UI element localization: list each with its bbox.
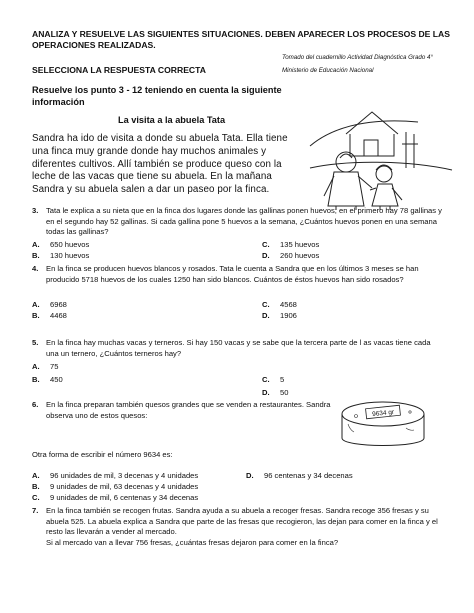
option-5c[interactable] <box>262 375 284 386</box>
story-text: Sandra ha ido de visita a donde su abuela Tata. Ella tiene una finca muy grande donde hay muchos animales y diferentes cultivos. Allí también se produce queso con la leche de las vacas que tiene su abuela. En la mañana Sandra y su abuela salen a dar un paseo por la finca. <box>32 133 288 196</box>
question-text-2: Si al mercado van a llevar 756 fresas, ¿cuántas fresas dejaron para comer en la finca? <box>46 537 339 547</box>
option-letter: D. <box>262 311 270 320</box>
option-letter: D. <box>262 251 270 260</box>
option-6d[interactable] <box>246 471 353 482</box>
option-text: 260 huevos <box>280 251 320 260</box>
question-text: En la finca también se recogen frutas. Sandra ayuda a su abuela a recoger fresas. Sandra recoge 356 fresas y su abuela 525. La abuela explica a Sandra que parte de las fresas que recogieron, las dejan para comer en la finca y el resto las llevarán a vender al mercado. <box>46 506 438 537</box>
option-text: 9 unidades de mil, 6 centenas y 34 decenas <box>50 493 199 502</box>
option-4b[interactable] <box>32 311 67 322</box>
option-letter: C. <box>262 300 270 309</box>
option-text: 1906 <box>280 311 297 320</box>
option-text: 96 centenas y 34 decenas <box>264 471 353 480</box>
cheese-weight-label: 9634 gr <box>371 408 395 419</box>
option-3c[interactable] <box>262 240 319 251</box>
option-text: 135 huevos <box>280 240 320 249</box>
grandma-girl-illustration <box>306 104 456 210</box>
option-letter: D. <box>262 388 270 397</box>
option-3a[interactable] <box>32 240 89 251</box>
cheese-illustration <box>336 394 430 456</box>
question-6 <box>32 400 342 421</box>
option-letter: C. <box>262 240 270 249</box>
option-letter: A. <box>32 471 40 480</box>
question-6-followup: Otra forma de escribir el número 9634 es: <box>32 450 173 459</box>
question-number: 5. <box>32 338 39 347</box>
question-number: 4. <box>32 264 39 273</box>
question-text: Tata le explica a su nieta que en la finca dos lugares donde las gallinas ponen huevos; en el primero hay 78 gallinas y en el segundo hay 52 gallinas. Si cada gallina pone 5 huevos a la semana, ¿Cuántos huevos ponen en una semana todas las gallinas? <box>46 206 442 237</box>
source-line-2: Ministerio de Educación Nacional <box>282 67 374 74</box>
option-3b[interactable] <box>32 251 89 262</box>
option-text: 450 <box>50 375 63 384</box>
question-text: En la finca preparan también quesos grandes que se venden a restaurantes. Sandra observa uno de estos quesos: <box>46 400 331 420</box>
option-text: 5 <box>280 375 285 384</box>
option-6c[interactable] <box>32 493 198 504</box>
option-4d[interactable] <box>262 311 297 322</box>
option-text: 130 huevos <box>50 251 90 260</box>
option-text: 4568 <box>280 300 297 309</box>
question-number: 7. <box>32 506 39 515</box>
option-text: 9 unidades de mil, 63 decenas y 4 unidades <box>50 482 199 491</box>
option-letter: B. <box>32 311 40 320</box>
option-letter: D. <box>246 471 254 480</box>
option-3d[interactable] <box>262 251 319 262</box>
story-title: La visita a la abuela Tata <box>118 115 226 125</box>
option-5d[interactable] <box>262 388 288 399</box>
source-line-1: Tomado del cuadernillo Actividad Diagnóstica Grado 4° <box>282 54 433 61</box>
option-text: 650 huevos <box>50 240 90 249</box>
option-text: 4468 <box>50 311 67 320</box>
option-text: 50 <box>280 388 289 397</box>
option-letter: C. <box>32 493 40 502</box>
question-text: En la finca se producen huevos blancos y rosados. Tata le cuenta a Sandra que en los últimos 3 meses se han producido 5718 huevos de los cuales 1250 han sido blancos. Cuántos de éstos huevos han sido rosados? <box>46 264 419 284</box>
question-7 <box>32 506 452 548</box>
option-5a[interactable] <box>32 362 58 373</box>
instructions-heading: ANALIZA Y RESUELVE LAS SIGUIENTES SITUACIONES. DEBEN APARECER LOS PROCESOS DE LAS OPERACIONES REALIZADAS. <box>32 29 450 50</box>
option-text: 75 <box>50 362 59 371</box>
question-number: 3. <box>32 206 39 215</box>
option-5b[interactable] <box>32 375 63 386</box>
option-letter: A. <box>32 362 40 371</box>
question-3 <box>32 206 452 238</box>
option-6a[interactable] <box>32 471 198 482</box>
option-letter: A. <box>32 300 40 309</box>
question-text: En la finca hay muchas vacas y terneros. Si hay 150 vacas y se sabe que la tercera parte de l as vacas tiene cada una un ternero, ¿Cuántos terneros hay? <box>46 338 431 358</box>
resolve-heading: Resuelve los punto 3 - 12 teniendo en cuenta la siguiente información <box>32 85 282 107</box>
option-letter: B. <box>32 251 40 260</box>
option-text: 96 unidades de mil, 3 decenas y 4 unidades <box>50 471 199 480</box>
question-4 <box>32 264 452 285</box>
option-4a[interactable] <box>32 300 67 311</box>
option-6b[interactable] <box>32 482 198 493</box>
option-text: 6968 <box>50 300 67 309</box>
option-letter: B. <box>32 375 40 384</box>
option-letter: B. <box>32 482 40 491</box>
option-letter: C. <box>262 375 270 384</box>
option-4c[interactable] <box>262 300 297 311</box>
option-letter: A. <box>32 240 40 249</box>
question-5 <box>32 338 452 359</box>
select-heading: SELECCIONA LA RESPUESTA CORRECTA <box>32 65 206 75</box>
question-number: 6. <box>32 400 39 409</box>
